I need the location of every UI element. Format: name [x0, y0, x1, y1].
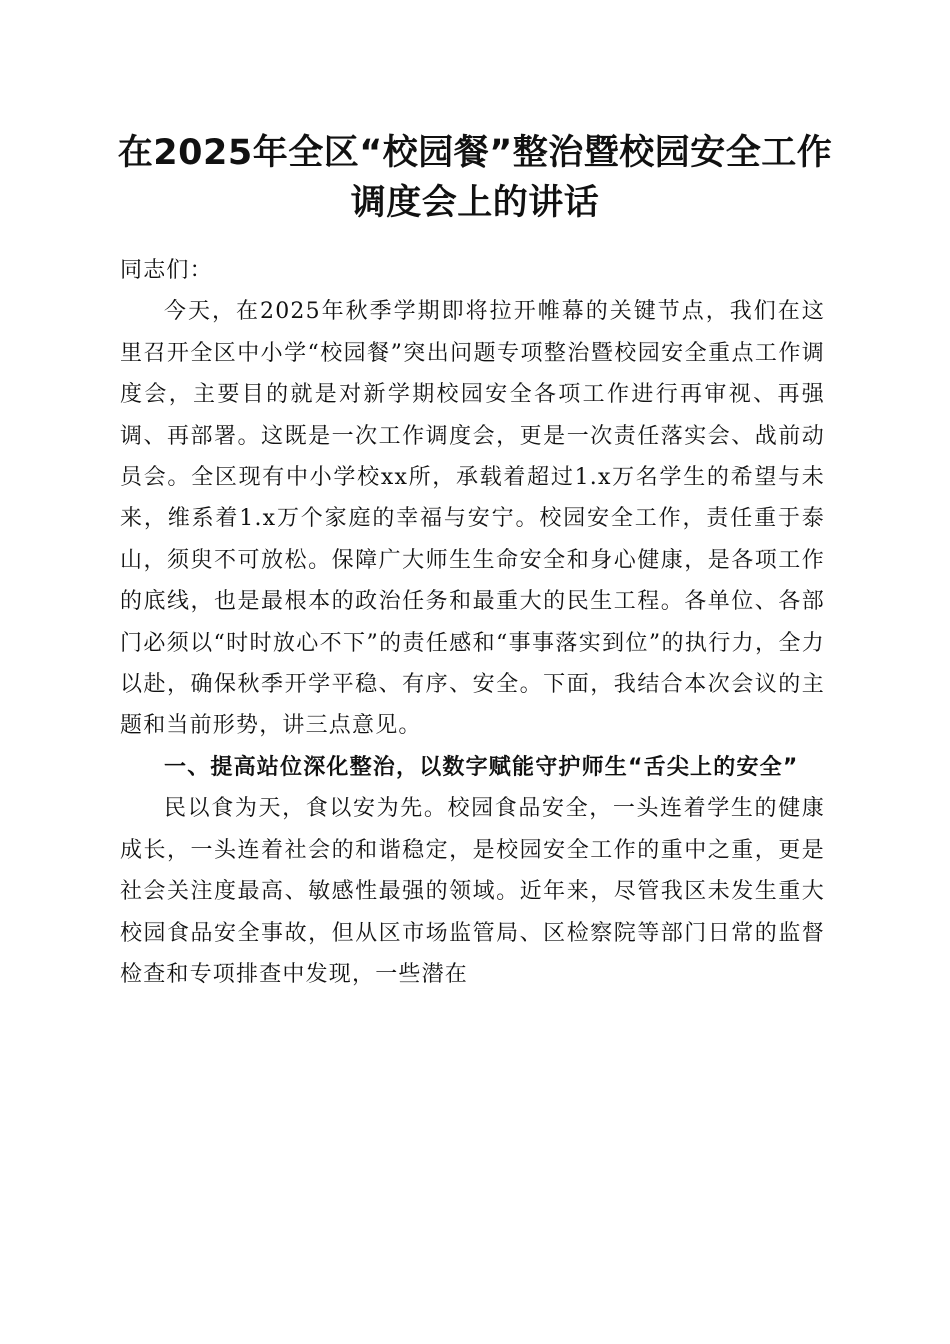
intro-paragraph: 今天，在2025年秋季学期即将拉开帷幕的关键节点，我们在这里召开全区中小学“校园餐”突出问题专项整治暨校园安全重点工作调度会，主要目的就是对新学期校园安全各项工作进行再审视、再强调、再部署。这既是一次工作调度会，更是一次责任落实会、战前动员会。全区现有中小学校xx所，承载着超过1.x万名学生的希望与未来，维系着1.x万个家庭的幸福与安宁。校园安全工作，责任重于泰山，须臾不可放松。保障广大师生生命安全和身心健康，是各项工作的底线，也是最根本的政治任务和最重大的民生工程。各单位、各部门必须以“时时放心不下”的责任感和“事事落实到位”的执行力，全力以赴，确保秋季开学平稳、有序、安全。下面，我结合本次会议的主题和当前形势，讲三点意见。 [120, 299, 825, 739]
section-heading-1: 一、提高站位深化整治，以数字赋能守护师生“舌尖上的安全” [164, 754, 799, 780]
document-body [120, 250, 825, 995]
document-title: 在2025年全区“校园餐”整治暨校园安全工作调度会上的讲话 [117, 133, 833, 223]
salutation: 同志们： [120, 258, 213, 283]
section-1-paragraph: 民以食为天，食以安为先。校园食品安全，一头连着学生的健康成长，一头连着社会的和谐稳定，是校园安全工作的重中之重，更是社会关注度最高、敏感性最强的领域。近年来，尽管我区未发生重大校园食品安全事故，但从区市场监管局、区检察院等部门日常的监督检查和专项排查中发现，一些潜在 [120, 796, 825, 987]
